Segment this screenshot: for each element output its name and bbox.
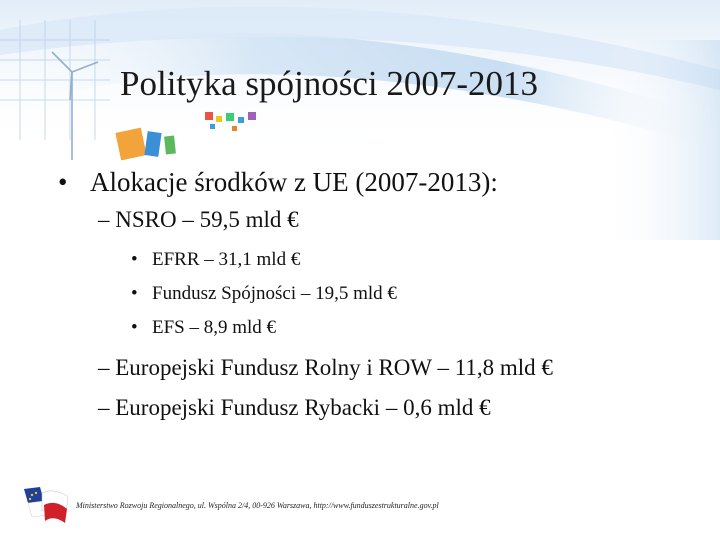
sub-bullet-rolny: – Europejski Fundusz Rolny i ROW – 11,8 mld € — [98, 355, 553, 380]
sub-sub-bullet-efs-text: EFS – 8,9 mld € — [152, 317, 277, 338]
bullet-marker: • — [58, 167, 68, 197]
bullet-marker: • — [131, 283, 138, 304]
bullet-allocations — [58, 164, 498, 200]
bullet-marker: • — [131, 317, 138, 338]
sub-sub-bullet-fundusz-spojnosci — [131, 281, 397, 307]
bullet-allocations-text: Alokacje środków z UE (2007-2013): — [90, 167, 498, 197]
sub-bullet-rybacki: – Europejski Fundusz Rybacki – 0,6 mld € — [98, 395, 491, 420]
sub-sub-bullet-efs — [131, 315, 276, 341]
sub-sub-bullet-efrr — [131, 247, 300, 273]
flag-logo-icon — [20, 483, 72, 527]
sub-sub-bullet-fundusz-spojnosci-text: Fundusz Spójności – 19,5 mld € — [152, 283, 397, 304]
sub-sub-bullet-efrr-text: EFRR – 31,1 mld € — [152, 249, 301, 270]
slide-title: Polityka spójności 2007-2013 — [120, 64, 539, 103]
footer-address: Ministerstwo Rozwoju Regionalnego, ul. Wspólna 2/4, 00-926 Warszawa, http://www.funduszestrukturalne.gov.pl — [76, 501, 439, 510]
bullet-marker: • — [131, 249, 138, 270]
sub-bullet-nsro: – NSRO – 59,5 mld € — [98, 207, 299, 232]
